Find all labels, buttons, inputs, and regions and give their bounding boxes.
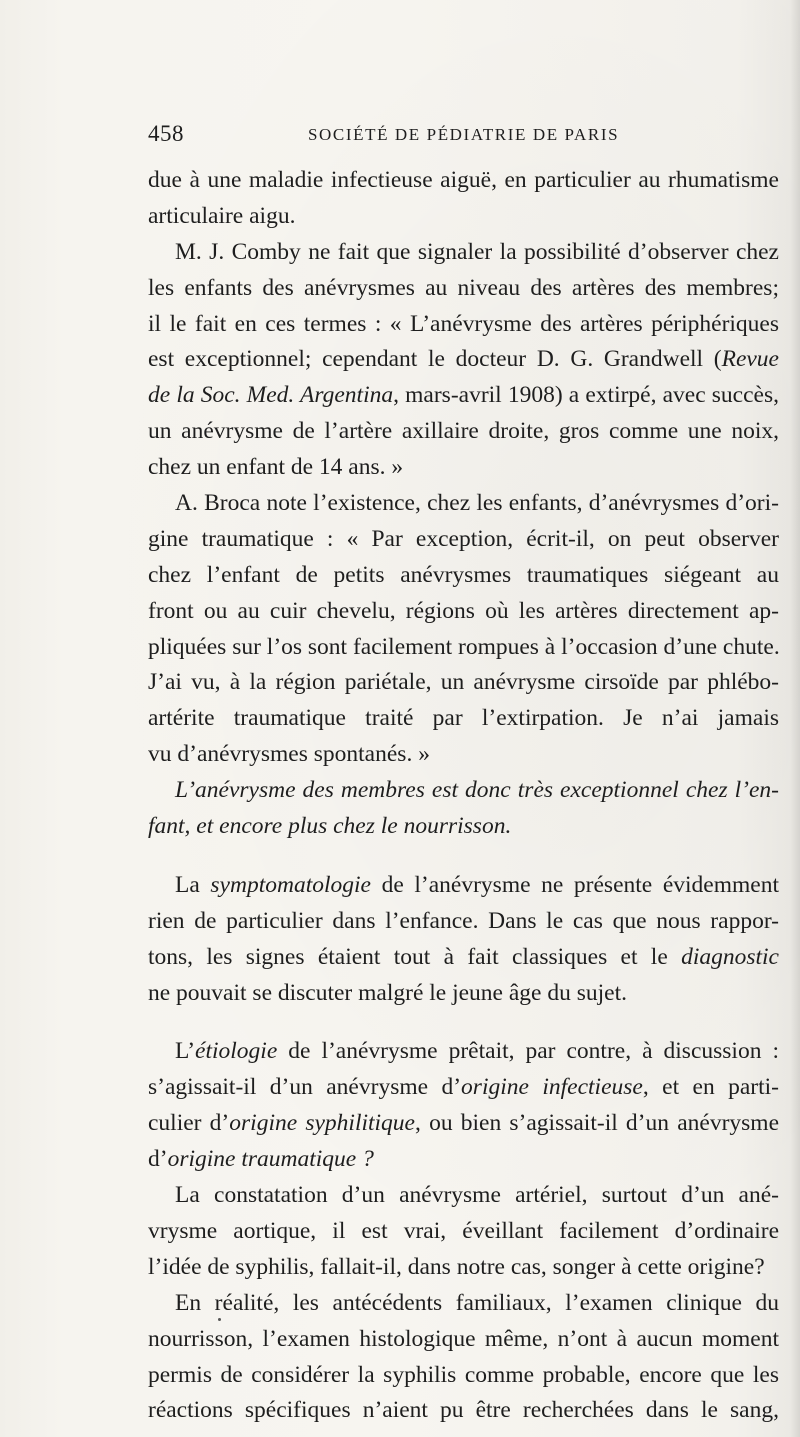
text-line xyxy=(148,1106,779,1142)
text-line: gine traumatique : « Par exception, écrit-il, on peut observer xyxy=(148,525,779,552)
text-line: fant, et encore plus chez le nourrisson. xyxy=(148,813,512,840)
journal-title: de la Soc. Med. Argentina xyxy=(148,382,394,409)
text-line: nourrisson, l’examen histologique même, n’ont à aucun moment xyxy=(148,1325,779,1352)
text-segment: de l’anévrysme ne présente évidemment xyxy=(370,871,779,898)
text-segment: , mars-avril 1908) a extirpé, avec succès, xyxy=(393,382,779,409)
emphasis: étiologie xyxy=(195,1038,278,1065)
paragraph-gap xyxy=(148,845,779,868)
text-line: chez l’enfant de petits anévrysmes traumatiques siégeant au xyxy=(148,561,779,588)
text-segment: s’agissait-il d’un anévrysme d’ xyxy=(148,1074,462,1101)
text-line xyxy=(148,1142,779,1178)
text-segment: tons, les signes étaient tout à fait classiques et le xyxy=(148,943,682,970)
text-line: réactions spécifiques n’aient pu être recherchées dans le sang, xyxy=(148,1397,779,1424)
text-line: vu d’anévrysmes spontanés. » xyxy=(148,741,430,768)
text-line: un anévrysme de l’artère axillaire droite, gros comme une noix, xyxy=(148,418,779,445)
text-segment: culier d’ xyxy=(148,1110,230,1137)
text-line: vrysme aortique, il est vrai, éveillant facilement d’ordinaire xyxy=(148,1217,779,1244)
text-line: M. J. Comby ne fait que signaler la possibilité d’observer chez xyxy=(175,238,779,265)
text-line: La constatation d’un anévrysme artériel, surtout d’un ané- xyxy=(175,1182,779,1209)
text-line: J’ai vu, à la région pariétale, un anévrysme cirsoïde par phlébo- xyxy=(148,669,779,696)
text-line: artérite traumatique traité par l’extirpation. Je n’ai jamais xyxy=(148,705,779,732)
paragraph-gap xyxy=(148,1011,779,1034)
text-segment: est exceptionnel; cependant le docteur D. G. Grandwell ( xyxy=(148,346,722,373)
text-line xyxy=(148,868,779,904)
body-text xyxy=(148,163,779,1429)
text-line: rien de particulier dans l’enfance. Dans le cas que nous rappor- xyxy=(148,907,779,934)
text-segment: d’ xyxy=(148,1146,168,1173)
ink-speck xyxy=(218,1318,221,1321)
text-line: l’idée de syphilis, fallait-il, dans notre cas, songer à cette origine? xyxy=(148,1253,765,1280)
text-line: En réalité, les antécédents familiaux, l’examen clinique du xyxy=(175,1289,779,1316)
running-head xyxy=(148,121,642,151)
text-line: front ou au cuir chevelu, régions où les artères directement ap- xyxy=(148,597,779,624)
journal-title: Revue xyxy=(721,346,779,373)
text-segment: , ou bien s’agissait-il d’un anévrysme xyxy=(415,1110,779,1137)
emphasis: origine infectieuse xyxy=(461,1074,643,1101)
text-segment: L’ xyxy=(175,1038,196,1065)
emphasis: origine traumatique ? xyxy=(167,1146,374,1173)
text-line: ne pouvait se discuter malgré le jeune âge du sujet. xyxy=(148,979,627,1006)
text-line: L’anévrysme des membres est donc très exceptionnel chez l’en- xyxy=(175,777,779,804)
text-line: il le fait en ces termes : « L’anévrysme des artères périphériques xyxy=(148,310,779,337)
text-line xyxy=(148,378,779,414)
text-line: pliquées sur l’os sont facilement rompues à l’occasion d’une chute. xyxy=(148,633,780,660)
text-line: articulaire aigu. xyxy=(148,202,296,229)
text-segment: La xyxy=(175,871,211,898)
text-line: les enfants des anévrysmes au niveau des artères des membres; xyxy=(148,274,779,301)
emphasis: origine syphilitique xyxy=(229,1110,415,1137)
text-line xyxy=(148,342,779,378)
page-edge-shadow xyxy=(790,0,800,1437)
text-segment: , et en parti- xyxy=(642,1074,780,1101)
emphasis: diagnostic xyxy=(681,943,779,970)
text-line: A. Broca note l’existence, chez les enfants, d’anévrysmes d’ori- xyxy=(175,490,779,517)
text-line xyxy=(148,1034,779,1070)
text-line: permis de considérer la syphilis comme probable, encore que les xyxy=(148,1361,779,1388)
page-number: 458 xyxy=(148,121,184,146)
text-line: due à une maladie infectieuse aiguë, en particulier au rhumatisme xyxy=(148,167,779,193)
text-line: chez un enfant de 14 ans. » xyxy=(148,454,404,481)
text-segment: de l’anévrysme prêtait, par contre, à discussion : xyxy=(277,1038,779,1065)
text-line xyxy=(148,1070,779,1106)
text-line xyxy=(148,940,779,976)
running-title: SOCIÉTÉ DE PÉDIATRIE DE PARIS xyxy=(308,125,620,144)
emphasis: symptomatologie xyxy=(210,871,371,898)
